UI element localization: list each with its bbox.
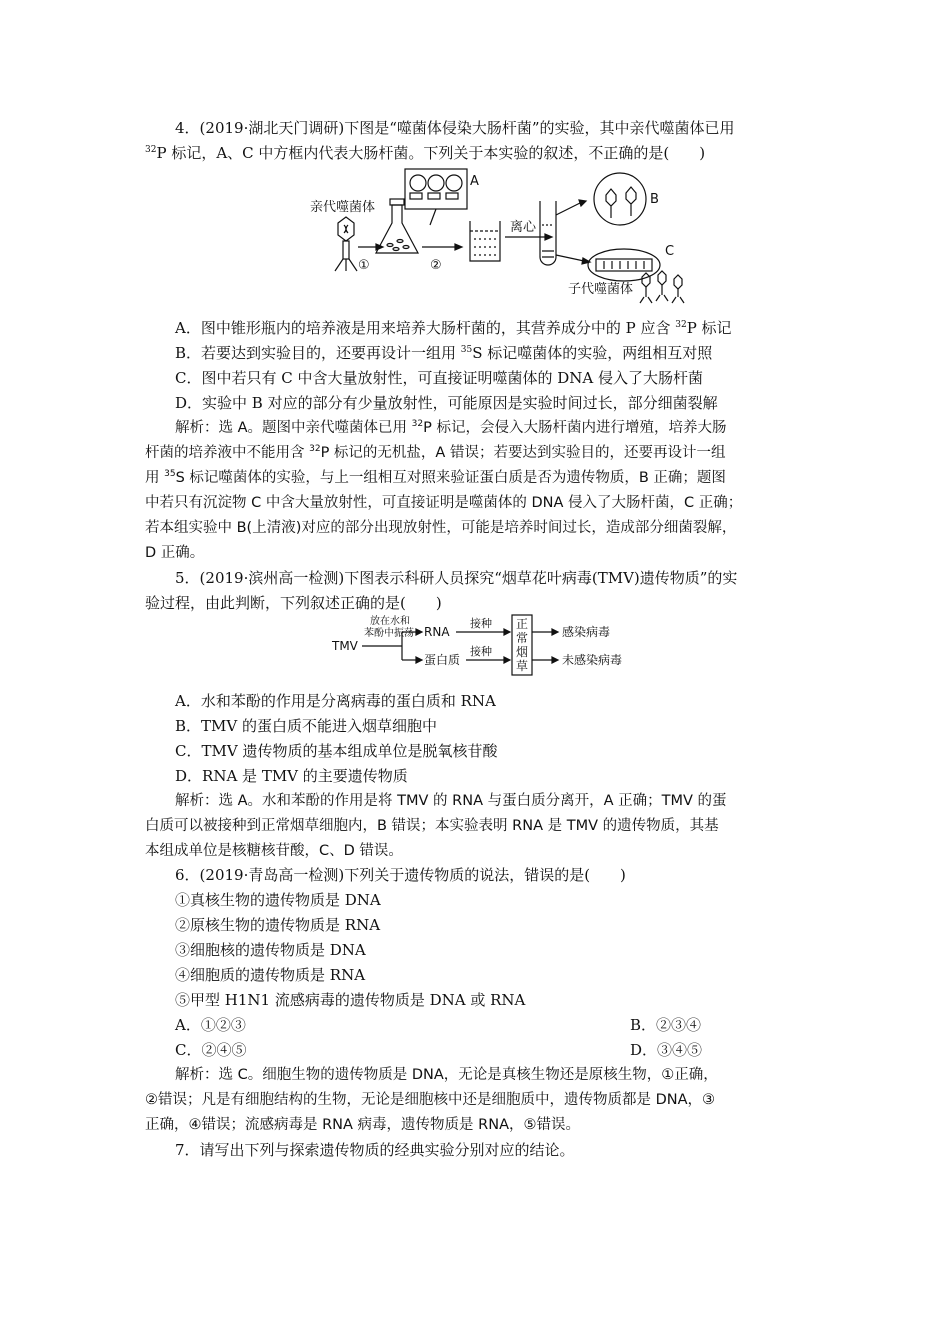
q5-fig-treat-2: 苯酚中振荡 [364, 628, 414, 639]
q6-item: ③细胞核的遗传物质是 DNA [175, 941, 366, 959]
q4-stem-text: P 标记，A、C 中方框内代表大肠杆菌。下列关于本实验的叙述，不正确的是( ) [156, 144, 706, 162]
q6-solution-line: 正确，④错误；流感病毒是 RNA 病毒，遗传物质是 RNA，⑤错误。 [145, 1117, 581, 1133]
q4-fig-label-b: B [650, 192, 659, 207]
q4-fig-label-a: A [470, 174, 479, 189]
q4-stem-line-1: 4．(2019·湖北天门调研)下图是“噬菌体侵染大肠杆菌”的实验，其中亲代噬菌体已用 [175, 119, 735, 137]
beaker-icon [470, 221, 500, 261]
q4-sup: 32 [145, 145, 157, 155]
q6-solution-line: 解析：选 C。细胞生物的遗传物质是 DNA，无论是真核生物还是原核生物，①正确， [175, 1067, 718, 1083]
q5-option-c: C．TMV 遗传物质的基本组成单位是脱氧核苷酸 [175, 742, 498, 760]
q5-fig-inoc-2: 接种 [470, 645, 492, 658]
infection-box-a [405, 169, 467, 225]
q4-figure [300, 165, 700, 305]
parent-phage-icon [335, 217, 357, 271]
q4-stem-line-2 [145, 142, 705, 164]
q7-stem: 7．请写出下列与探索遗传物质的经典实验分别对应的结论。 [175, 1141, 575, 1159]
q4-fig-parent-label: 亲代噬菌体 [310, 200, 376, 215]
q5-stem-line-1: 5．(2019·滨州高一检测)下图表示科研人员探究“烟草花叶病毒(TMV)遗传物质”的实 [175, 569, 738, 587]
q4-solution-line: 杆菌的培养液中不能用含 $^{32}$P 标记的无机盐，A 错误；若要达到实验目的，还要再设计一组 [145, 444, 726, 461]
test-tube-icon [540, 201, 556, 265]
q4-fig-offspring-label: 子代噬菌体 [568, 282, 634, 297]
q6-option-d: D．③④⑤ [630, 1041, 703, 1059]
q5-fig-box-char: 草 [516, 659, 529, 673]
q6-option-b: B．②③④ [630, 1016, 702, 1034]
q4-fig-step1: ① [358, 258, 370, 273]
q6-item: ⑤甲型 H1N1 流感病毒的遗传物质是 DNA 或 RNA [175, 991, 526, 1009]
q6-item: ②原核生物的遗传物质是 RNA [175, 916, 381, 934]
q6-option-c: C．②④⑤ [175, 1041, 247, 1059]
q4-option-a: A．图中锥形瓶内的培养液是用来培养大肠杆菌的，其营养成分中的 P 应含 $^{32}$P 标记 [175, 319, 732, 337]
q4-solution-line: 中若只有沉淀物 C 中含大量放射性，可直接证明是噬菌体的 DNA 侵入了大肠杆菌，C 正确； [145, 495, 743, 511]
q6-solution-line: ②错误；凡是有细胞结构的生物，无论是细胞核中还是细胞质中，遗传物质都是 DNA，③ [145, 1092, 716, 1108]
q6-item: ①真核生物的遗传物质是 DNA [175, 891, 381, 909]
q5-fig-inoc-1: 接种 [470, 617, 492, 630]
q5-fig-box-char: 正 [516, 617, 529, 631]
q5-fig-tmv: TMV [332, 639, 358, 653]
q4-solution-line: D 正确。 [145, 545, 205, 561]
q5-solution-line: 解析：选 A。水和苯酚的作用是将 TMV 的 RNA 与蛋白质分离开，A 正确；TMV 的蛋 [175, 793, 727, 809]
q5-fig-treat-1: 放在水和 [370, 616, 410, 627]
flask-icon [376, 199, 418, 253]
q5-fig-box-char: 常 [516, 631, 529, 645]
q5-stem-line-2: 验过程，由此判断，下列叙述正确的是( ) [145, 594, 442, 612]
q4-option-d: D．实验中 B 对应的部分有少量放射性，可能原因是实验时间过长，部分细菌裂解 [175, 394, 718, 412]
q5-fig-protein: 蛋白质 [424, 653, 461, 667]
q4-fig-centrifuge: 离心 [510, 220, 537, 235]
supernatant-b-icon [594, 173, 646, 225]
offspring-phage-icon [640, 271, 684, 303]
q6-option-a: A．①②③ [175, 1016, 246, 1034]
q4-option-b: B．若要达到实验目的，还要再设计一组用 $^{35}$S 标记噬菌体的实验，两组相互对照 [175, 344, 713, 362]
q6-item: ④细胞质的遗传物质是 RNA [175, 966, 366, 984]
q5-solution-line: 白质可以被接种到正常烟草细胞内，B 错误；本实验表明 RNA 是 TMV 的遗传物质，其基 [145, 818, 719, 834]
q4-fig-step2: ② [430, 258, 442, 273]
q5-figure [330, 614, 650, 676]
q5-option-d: D．RNA 是 TMV 的主要遗传物质 [175, 767, 408, 785]
q5-fig-result-1: 感染病毒 [562, 625, 611, 639]
q6-stem: 6．(2019·青岛高一检测)下列关于遗传物质的说法，错误的是( ) [175, 866, 626, 884]
q5-fig-rna: RNA [424, 625, 450, 639]
q5-fig-box-char: 烟 [516, 645, 529, 659]
q4-solution-line: 解析：选 A。题图中亲代噬菌体已用 $^{32}$P 标记，会侵入大肠杆菌内进行增殖，培养大肠 [175, 419, 727, 436]
q4-fig-label-c: C [665, 244, 675, 259]
q4-solution-line: 用 $^{35}$S 标记噬菌体的实验，与上一组相互对照来验证蛋白质是否为遗传物质，B 正确；题图 [145, 469, 726, 486]
q5-fig-result-2: 未感染病毒 [562, 653, 623, 667]
q5-solution-line: 本组成单位是核糖核苷酸，C、D 错误。 [145, 843, 403, 859]
q5-option-a: A．水和苯酚的作用是分离病毒的蛋白质和 RNA [175, 692, 496, 710]
q5-option-b: B．TMV 的蛋白质不能进入烟草细胞中 [175, 717, 437, 735]
q4-option-c: C．图中若只有 C 中含大量放射性，可直接证明噬菌体的 DNA 侵入了大肠杆菌 [175, 369, 704, 387]
q4-solution-line: 若本组实验中 B(上清液)对应的部分出现放射性，可能是培养时间过长，造成部分细菌裂解， [145, 520, 737, 536]
